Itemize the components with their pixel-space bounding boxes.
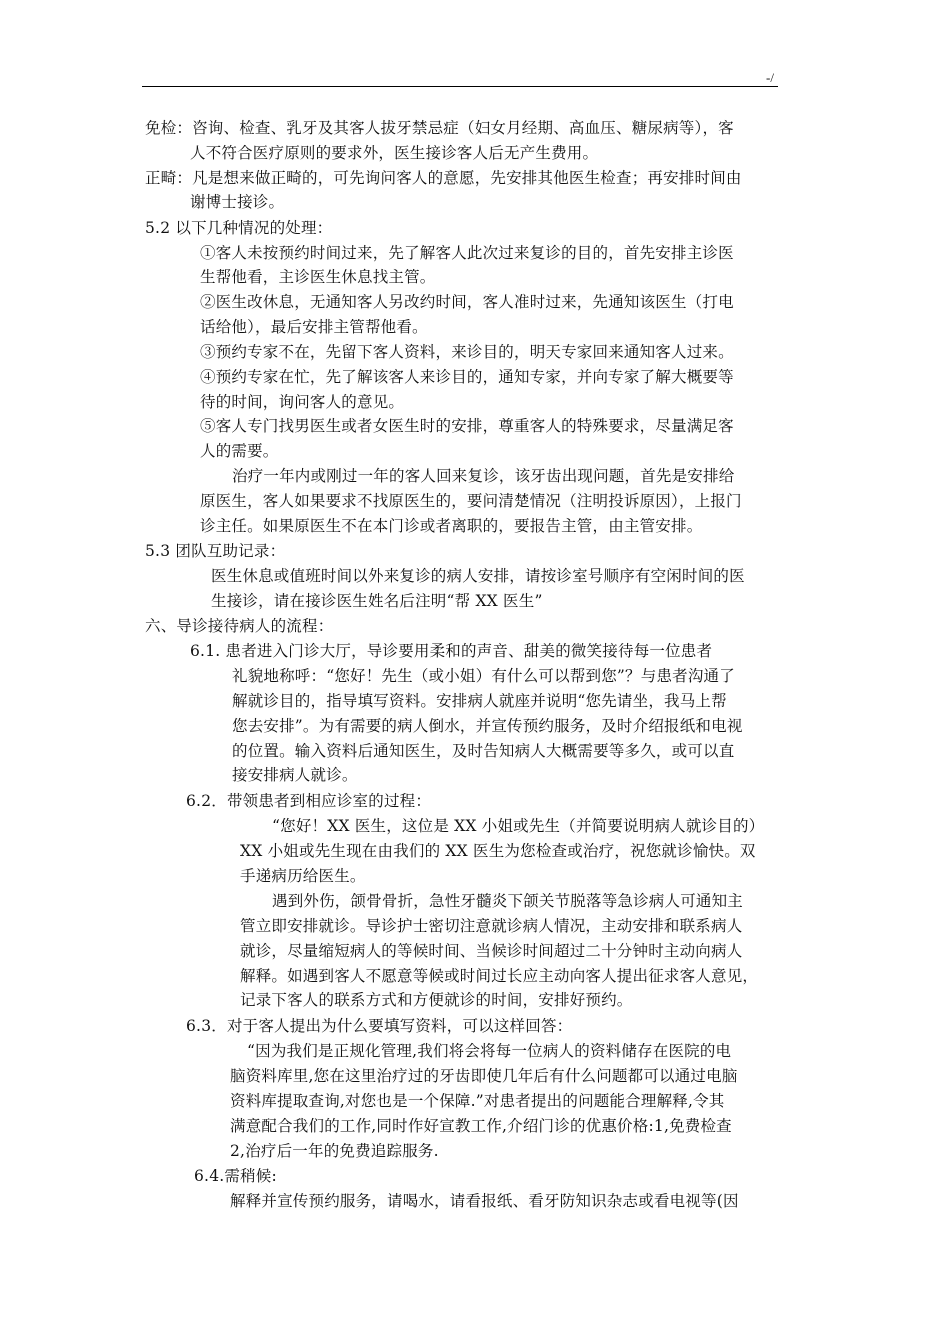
section-heading: 5.2 以下几种情况的处理： <box>145 219 333 237</box>
text-line: 礼貌地称呼：“您好！先生（或小姐）有什么可以帮到您”？与患者沟通了 <box>232 667 735 685</box>
text-line: 脑资料库里,您在这里治疗过的牙齿即使几年后有什么问题都可以通过电脑 <box>230 1067 738 1085</box>
text-line: ③预约专家不在，先留下客人资料，来诊目的，明天专家回来通知客人过来。 <box>200 343 734 361</box>
text-line: “因为我们是正规化管理,我们将会将每一位病人的资料储存在医院的电 <box>247 1042 732 1060</box>
text-line: 记录下客人的联系方式和方便就诊的时间，安排好预约。 <box>240 991 633 1009</box>
text-line: 话给他），最后安排主管帮他看。 <box>200 318 428 336</box>
text-line: 您去安排”。为有需要的病人倒水，并宣传预约服务，及时介绍报纸和电视 <box>232 717 743 735</box>
page-mark: -/ <box>766 70 774 85</box>
subsection-heading: 6.2．带领患者到相应诊室的过程： <box>186 792 432 810</box>
text-line: ④预约专家在忙，先了解该客人来诊目的，通知专家，并向专家了解大概要等 <box>200 368 734 386</box>
text-line: 免检：咨询、检查、乳牙及其客人拔牙禁忌症（妇女月经期、高血压、糖尿病等），客 <box>145 119 734 137</box>
text-line: 就诊，尽量缩短病人的等候时间、当候诊时间超过二十分钟时主动向病人 <box>240 942 743 960</box>
section-heading: 六、导诊接待病人的流程： <box>145 617 334 635</box>
text-line: 正畸：凡是想来做正畸的，可先询问客人的意愿，先安排其他医生检查；再安排时间由 <box>145 169 742 187</box>
text-line: 接安排病人就诊。 <box>232 766 358 784</box>
text-line: ②医生改休息，无通知客人另改约时间，客人准时过来，先通知该医生（打电 <box>200 293 734 311</box>
text-line: 生帮他看，主诊医生休息找主管。 <box>200 268 436 286</box>
text-line: 解就诊目的，指导填写资料。安排病人就座并说明“您先请坐，我马上帮 <box>232 692 727 710</box>
text-line: 生接诊，请在接诊医生姓名后注明“帮 XX 医生” <box>211 592 543 610</box>
subsection-heading: 6.3．对于客人提出为什么要填写资料，可以这样回答： <box>186 1017 573 1035</box>
text-line: ①客人未按预约时间过来，先了解客人此次过来复诊的目的，首先安排主诊医 <box>200 244 734 262</box>
text-line: 治疗一年内或刚过一年的客人回来复诊，该牙齿出现问题，首先是安排给 <box>232 467 735 485</box>
text-line: XX 小姐或先生现在由我们的 XX 医生为您检查或治疗，祝您就诊愉快。双 <box>240 842 756 860</box>
section-heading: 5.3 团队互助记录： <box>145 542 286 560</box>
text-line: 资料库提取查询,对您也是一个保障.”对患者提出的问题能合理解释,令其 <box>230 1092 725 1110</box>
subsection-heading: 6.4.需稍候: <box>194 1167 277 1185</box>
text-line: 的位置。输入资料后通知医生，及时告知病人大概需要等多久，或可以直 <box>232 742 735 760</box>
text-line: 解释并宣传预约服务，请喝水，请看报纸、看牙防知识杂志或看电视等(因 <box>230 1192 739 1210</box>
text-line: 解释。如遇到客人不愿意等候或时间过长应主动向客人提出征求客人意见， <box>240 967 759 985</box>
text-line: ⑤客人专门找男医生或者女医生时的安排，尊重客人的特殊要求，尽量满足客 <box>200 417 734 435</box>
text-line: 医生休息或值班时间以外来复诊的病人安排，请按诊室号顺序有空闲时间的医 <box>211 567 745 585</box>
text-line: 人的需要。 <box>200 442 279 460</box>
text-line: 手递病历给医生。 <box>240 867 366 885</box>
text-line: 诊主任。如果原医生不在本门诊或者离职的，要报告主管，由主管安排。 <box>200 517 703 535</box>
header-rule <box>142 86 778 87</box>
text-line: 待的时间，询问客人的意见。 <box>200 393 405 411</box>
subsection-heading: 6.1. 患者进入门诊大厅，导诊要用柔和的声音、甜美的微笑接待每一位患者 <box>190 642 713 660</box>
text-line: 人不符合医疗原则的要求外，医生接诊客人后无产生费用。 <box>190 144 599 162</box>
text-line: 2,治疗后一年的免费追踪服务. <box>230 1142 439 1160</box>
text-line: 满意配合我们的工作,同时作好宣教工作,介绍门诊的优惠价格:1,免费检查 <box>230 1117 732 1135</box>
text-line: 谢博士接诊。 <box>190 193 285 211</box>
text-line: 原医生，客人如果要求不找原医生的，要问清楚情况（注明投诉原因），上报门 <box>200 492 742 510</box>
text-line: 遇到外伤，颌骨骨折，急性牙髓炎下颌关节脱落等急诊病人可通知主 <box>272 892 744 910</box>
text-line: 管立即安排就诊。导诊护士密切注意就诊病人情况，主动安排和联系病人 <box>240 917 743 935</box>
text-line: “您好！XX 医生，这位是 XX 小姐或先生（并简要说明病人就诊目的） <box>272 817 765 835</box>
